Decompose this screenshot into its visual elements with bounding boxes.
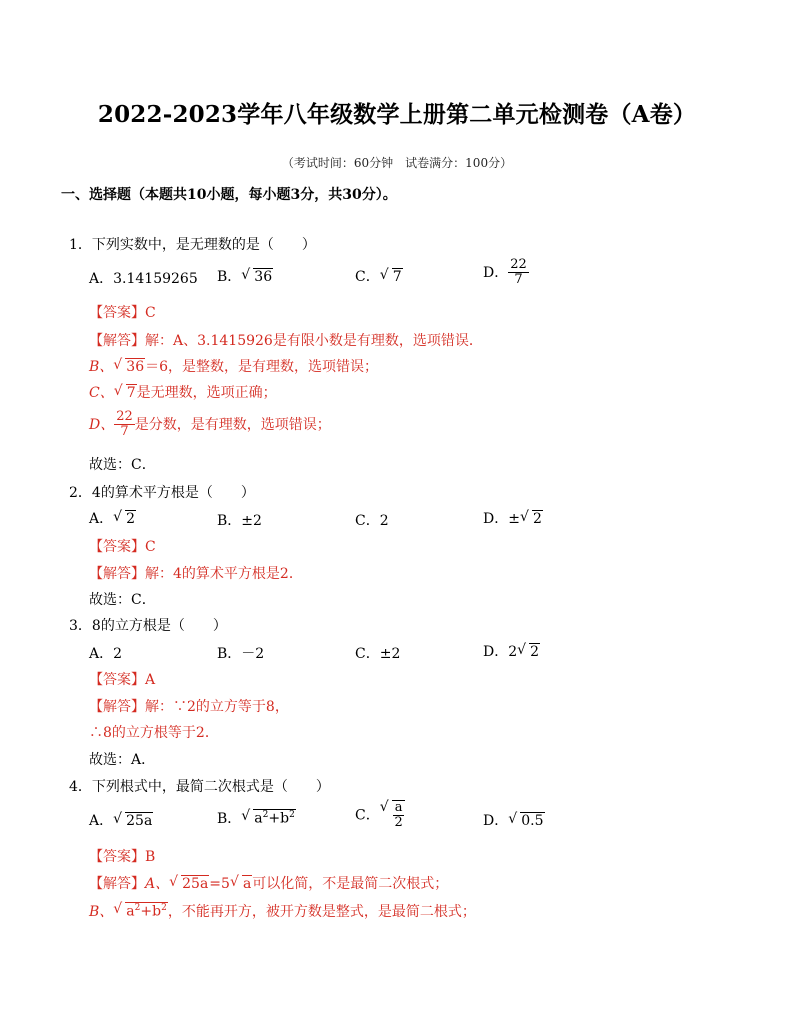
option-d: D． $\frac{22}{7}$ (483, 257, 527, 287)
question-stem: 2．4的算术平方根是（ ） (69, 485, 255, 501)
option-c: C．2 (355, 513, 389, 529)
final-choice: 故选：C． (89, 457, 156, 473)
option-d: D．√ 0.5 (483, 810, 545, 830)
explanation-line: ∴8的立方根等于2． (89, 725, 219, 741)
option-a: A．√ 25a (89, 810, 153, 830)
answer-label: 【答案】C (89, 305, 156, 321)
explanation-line: 【解答】A、√ 25a=5√ a可以化简，不是最简二次根式； (89, 873, 448, 893)
explanation-line: 【解答】解：4的算术平方根是2． (89, 566, 303, 582)
question-stem: 3．8的立方根是（ ） (69, 618, 227, 634)
explanation-line: B、√ $a^2+b^2$，不能再开方，被开方数是整式，是最简二根式； (89, 901, 476, 921)
exam-info: （考试时间：60分钟 试卷满分：100分） (281, 156, 513, 170)
option-c: C．±2 (355, 646, 401, 662)
question-stem: 1．下列实数中，是无理数的是（ ） (69, 237, 316, 253)
option-c: C．√ 7 (355, 266, 403, 286)
explanation-line: B、√ 36＝6，是整数，是有理数，选项错误； (89, 356, 378, 376)
option-b: B．√ $a^2+b^2$ (217, 808, 296, 828)
answer-label: 【答案】C (89, 539, 156, 555)
page-title: 2022-2023学年八年级数学上册第二单元检测卷（A卷） (97, 101, 697, 128)
option-a: A．√ 2 (89, 508, 136, 528)
option-b: B．－2 (217, 646, 265, 662)
option-a: A．2 (89, 646, 123, 662)
option-a: A．3.14159265 (89, 271, 198, 287)
explanation-line: C、√ 7是无理数，选项正确； (89, 382, 277, 402)
option-c: C． √ $\frac{a}{2}$ (355, 800, 405, 829)
answer-label: 【答案】A (89, 672, 156, 688)
final-choice: 故选：A． (89, 752, 156, 768)
option-b: B．±2 (217, 513, 262, 529)
option-d: D．±√ 2 (483, 508, 543, 528)
explanation-line: 【解答】解：A、3.1415926是有限小数是有理数，选项错误． (89, 333, 483, 349)
option-d: D．2√ 2 (483, 641, 540, 661)
explanation-line: 【解答】解：∵2的立方等于8， (89, 699, 289, 715)
question-stem: 4．下列根式中，最简二次根式是（ ） (69, 779, 330, 795)
section-heading: 一、选择题（本题共10小题，每小题3分，共30分）。 (61, 187, 397, 203)
option-b: B．√ 36 (217, 266, 273, 286)
explanation-line: D、 $\frac{22}{7}$ 是分数，是有理数，选项错误； (89, 409, 331, 439)
answer-label: 【答案】B (89, 849, 156, 865)
final-choice: 故选：C． (89, 592, 156, 608)
